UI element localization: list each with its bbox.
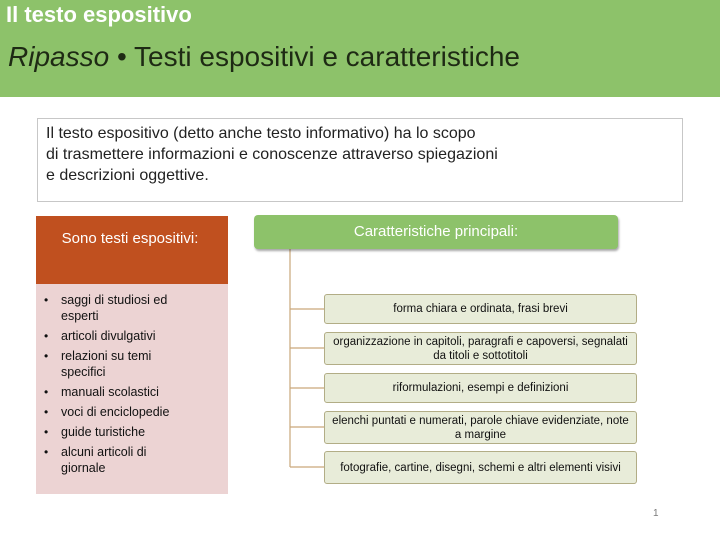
bullet-icon: • xyxy=(44,445,49,459)
bullet-icon: • xyxy=(44,405,49,419)
bullet-icon: • xyxy=(44,349,49,363)
intro-line-1: Il testo espositivo (detto anche testo informativo) ha lo scopo xyxy=(46,125,476,142)
text-types-list-box xyxy=(36,284,228,494)
subtitle-emphasis: Ripasso xyxy=(8,41,110,72)
intro-line-3: e descrizioni oggettive. xyxy=(46,167,209,184)
page-number: 1 xyxy=(653,508,659,519)
feature-item: forma chiara e ordinata, frasi brevi xyxy=(324,294,637,324)
text-types-list xyxy=(44,292,222,476)
list-item: • saggi di studiosi ed esperti xyxy=(44,293,168,323)
text-types-heading-label: Sono testi espositivi: xyxy=(61,230,199,247)
bullet-icon: • xyxy=(44,425,49,439)
title-bar xyxy=(0,0,720,97)
list-item: • guide turistiche xyxy=(44,425,146,439)
bullet-icon: • xyxy=(44,293,49,307)
text-types-heading xyxy=(36,216,228,284)
bullet-icon: • xyxy=(44,329,49,343)
feature-item: riformulazioni, esempi e definizioni xyxy=(324,373,637,403)
feature-item: organizzazione in capitoli, paragrafi e capoversi, segnalati da titoli e sottotitoli xyxy=(324,332,637,365)
list-item: • alcuni articoli di giornale xyxy=(44,445,147,475)
list-item: • articoli divulgativi xyxy=(44,329,156,343)
features-heading-label: Caratteristiche principali: xyxy=(353,223,519,240)
features-heading xyxy=(254,215,618,249)
slide-subtitle xyxy=(8,41,520,73)
intro-line-2: di trasmettere informazioni e conoscenze attraverso spiegazioni xyxy=(46,146,498,163)
bullet-icon: • xyxy=(44,385,49,399)
intro-text-box xyxy=(37,118,683,202)
feature-item: elenchi puntati e numerati, parole chiave evidenziate, note a margine xyxy=(324,411,637,444)
list-item: • voci di enciclopedie xyxy=(44,405,170,419)
list-item: • manuali scolastici xyxy=(44,385,159,399)
list-item: • relazioni su temi specifici xyxy=(44,349,152,379)
feature-item: fotografie, cartine, disegni, schemi e altri elementi visivi xyxy=(324,451,637,484)
slide-title: Il testo espositivo xyxy=(6,2,192,27)
subtitle-text: • Testi espositivi e caratteristiche xyxy=(109,41,520,72)
